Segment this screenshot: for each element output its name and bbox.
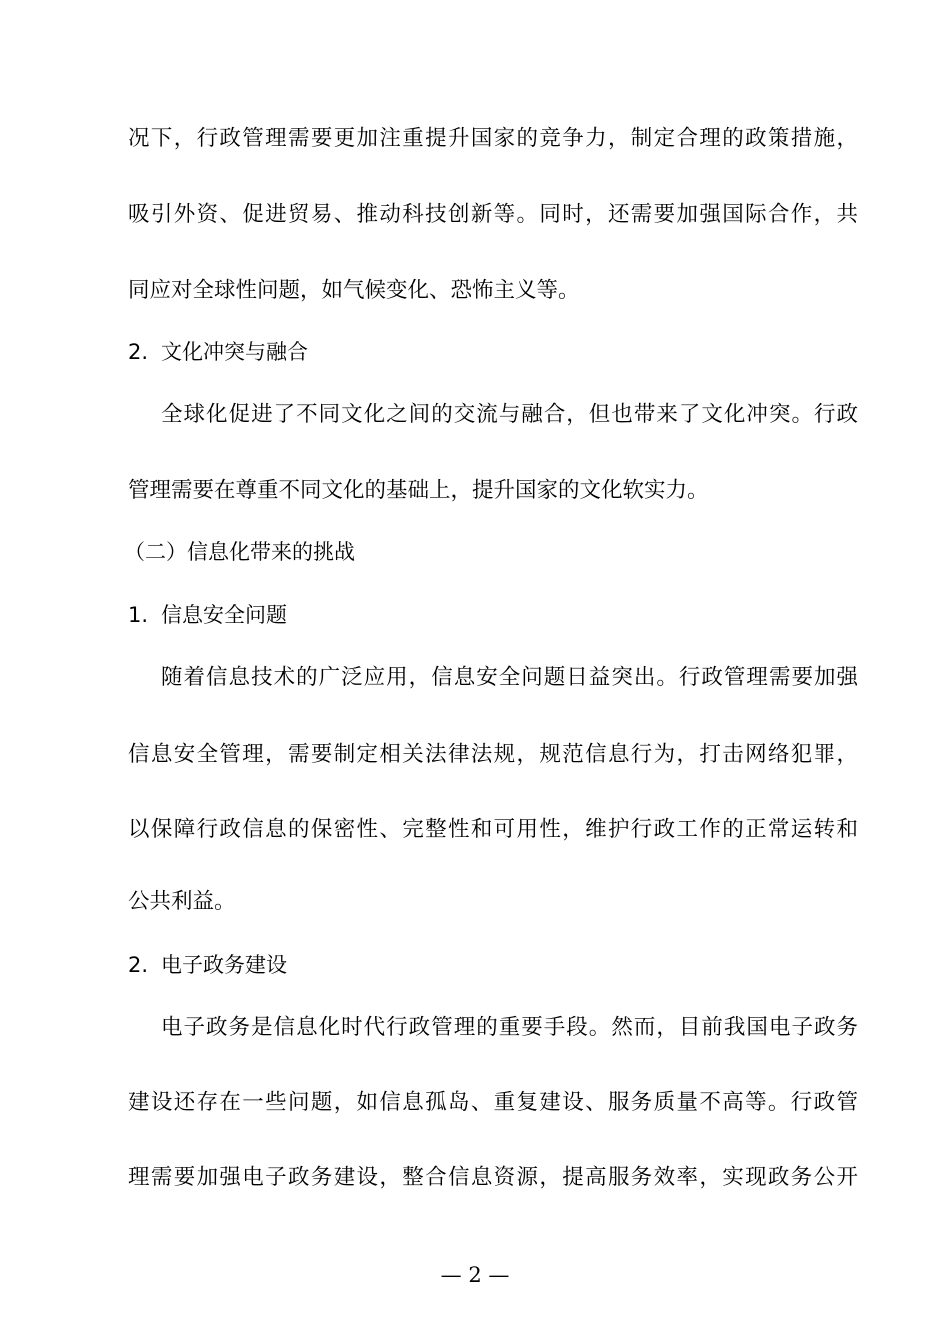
subheading-security [128,601,287,629]
paragraph-line: 随着信息技术的广泛应用，信息安全问题日益突出。行政管理需要加强 [161,665,858,690]
paragraph-line: 信息安全管理，需要制定相关法律法规，规范信息行为，打击网络犯罪， [128,742,858,767]
paragraph-line: 理需要加强电子政务建设，整合信息资源，提高服务效率，实现政务公开 [128,1165,858,1190]
subheading-title: 电子政务建设 [161,953,287,977]
paragraph-line: 以保障行政信息的保密性、完整性和可用性，维护行政工作的正常运转和 [128,817,858,842]
paragraph-line: 管理需要在尊重不同文化的基础上，提升国家的文化软实力。 [128,478,709,503]
subheading-culture [128,338,308,366]
page-number: — 2 — [440,1263,510,1287]
paragraph-line: 电子政务是信息化时代行政管理的重要手段。然而，目前我国电子政务 [161,1015,858,1040]
paragraph-line: 全球化促进了不同文化之间的交流与融合，但也带来了文化冲突。行政 [161,402,858,427]
subheading-egov [128,951,287,979]
paragraph-line: 况下，行政管理需要更加注重提升国家的竞争力，制定合理的政策措施， [128,126,858,151]
subheading-title: 文化冲突与融合 [161,340,308,364]
paragraph-line: 吸引外资、促进贸易、推动科技创新等。同时，还需要加强国际合作，共 [128,202,858,227]
subheading-title: 信息安全问题 [161,603,287,627]
subheading-number: 2. [128,340,149,364]
paragraph-line: 公共利益。 [128,889,236,914]
subheading-number: 2. [128,953,149,977]
section-heading: （二）信息化带来的挑战 [124,540,355,564]
subheading-number: 1. [128,603,149,627]
paragraph-line: 建设还存在一些问题，如信息孤岛、重复建设、服务质量不高等。行政管 [128,1090,858,1115]
paragraph-line: 同应对全球性问题，如气候变化、恐怖主义等。 [128,278,580,303]
